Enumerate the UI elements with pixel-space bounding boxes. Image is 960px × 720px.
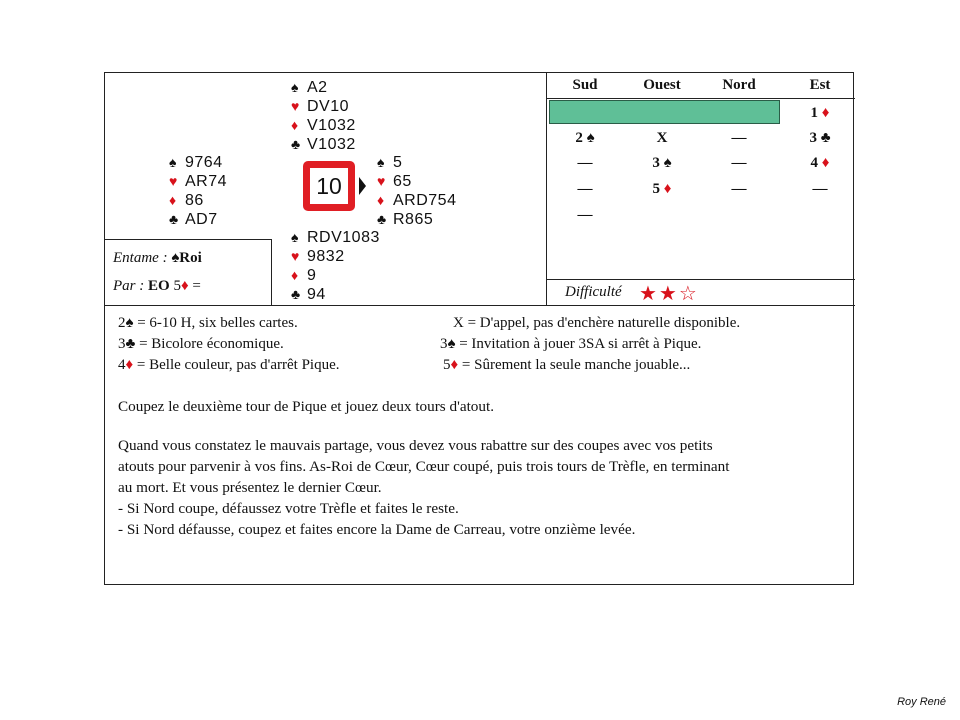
east-clubs: ♣ R865 xyxy=(377,211,434,228)
south-hand xyxy=(291,228,380,304)
commentary-line: au mort. Et vous présentez le dernier Cœur. xyxy=(118,479,382,496)
east-diamonds: ♦ ARD754 xyxy=(377,192,457,209)
commentary-line: Coupez le deuxième tour de Pique et jouez deux tours d'atout. xyxy=(118,398,494,415)
bid-cell: 3 ♠ xyxy=(652,155,672,171)
bid-cell: 4 ♦ xyxy=(810,155,830,171)
bid-cell: — xyxy=(731,155,747,171)
diamond-icon: ♦ xyxy=(169,192,177,208)
north-spades: ♠ A2 xyxy=(291,79,328,96)
bid-cell: — xyxy=(731,181,747,197)
club-icon: ♣ xyxy=(291,286,301,302)
header-sud: Sud xyxy=(572,77,598,93)
bid-cell: 3 ♣ xyxy=(809,130,831,146)
spade-icon: ♠ xyxy=(291,229,299,245)
par-line: Par : EO 5♦ = xyxy=(113,278,201,294)
commentary-line: atouts pour parvenir à vos fins. As-Roi de Cœur, Cœur coupé, puis trois tours de Trèfle, en terminant xyxy=(118,458,730,475)
north-hand xyxy=(291,78,356,154)
bid-cell: — xyxy=(577,207,593,223)
bid-cell: — xyxy=(731,130,747,146)
auction-table xyxy=(546,73,855,305)
difficulty-label: Difficulté xyxy=(565,284,622,300)
header-nord: Nord xyxy=(722,77,756,93)
west-clubs: ♣ AD7 xyxy=(169,211,218,228)
south-diamonds: ♦ 9 xyxy=(291,267,317,284)
west-hand xyxy=(169,153,227,229)
heart-icon: ♥ xyxy=(291,248,300,264)
dealer-arrow-icon xyxy=(359,177,366,195)
commentary-line: - Si Nord coupe, défaussez votre Trèfle et faites le reste. xyxy=(118,500,459,517)
spade-icon: ♠ xyxy=(169,154,177,170)
heart-icon: ♥ xyxy=(291,98,300,114)
west-spades: ♠ 9764 xyxy=(169,154,223,171)
diamond-icon: ♦ xyxy=(377,192,385,208)
bid-cell: — xyxy=(577,181,593,197)
west-hearts: ♥ AR74 xyxy=(169,173,228,190)
bid-cell: 2 ♠ xyxy=(575,130,595,146)
bid-cell: 1 ♦ xyxy=(810,105,830,121)
spade-icon: ♠ xyxy=(171,250,180,266)
east-hand xyxy=(377,153,456,229)
east-hearts: ♥ 65 xyxy=(377,173,412,190)
star-rating-icon: ★★☆ xyxy=(639,283,699,305)
bid-cell: 5 ♦ xyxy=(652,181,672,197)
header-ouest: Ouest xyxy=(643,77,681,93)
heart-icon: ♥ xyxy=(169,173,178,189)
note-3c: 3♣ = Bicolore économique. xyxy=(118,336,284,352)
bridge-deal-sheet xyxy=(104,72,854,585)
commentary-line: Quand vous constatez le mauvais partage, vous devez vous rabattre sur des coupes avec vos petits xyxy=(118,437,713,454)
header-divider xyxy=(547,98,855,99)
board-number-box xyxy=(303,161,355,211)
author-credit: Roy René xyxy=(897,696,946,708)
south-spades: ♠ RDV1083 xyxy=(291,229,380,246)
diamond-icon: ♦ xyxy=(291,267,299,283)
note-5d: 5♦ = Sûrement la seule manche jouable... xyxy=(443,357,691,373)
west-diamonds: ♦ 86 xyxy=(169,192,204,209)
north-diamonds: ♦ V1032 xyxy=(291,117,356,134)
spade-icon: ♠ xyxy=(291,79,299,95)
north-hearts: ♥ DV10 xyxy=(291,98,350,115)
south-clubs: ♣ 94 xyxy=(291,286,326,303)
club-icon: ♣ xyxy=(377,211,387,227)
section-divider xyxy=(105,305,855,306)
board-number: 10 xyxy=(310,168,348,204)
north-clubs: ♣ V1032 xyxy=(291,136,356,153)
lead-line: Entame : ♠Roi xyxy=(113,250,202,266)
heart-icon: ♥ xyxy=(377,173,386,189)
lead-par-box xyxy=(105,239,272,306)
note-x: X = D'appel, pas d'enchère naturelle disponible. xyxy=(453,315,741,331)
diamond-icon: ♦ xyxy=(291,117,299,133)
commentary-line: - Si Nord défausse, coupez et faites encore la Dame de Carreau, votre onzième levée. xyxy=(118,521,636,538)
diamond-icon: ♦ xyxy=(180,278,189,294)
club-icon: ♣ xyxy=(291,136,301,152)
club-icon: ♣ xyxy=(169,211,179,227)
auction-highlight-bar xyxy=(549,100,780,124)
spade-icon: ♠ xyxy=(377,154,385,170)
bid-cell: — xyxy=(577,155,593,171)
note-4d: 4♦ = Belle couleur, pas d'arrêt Pique. xyxy=(118,357,340,373)
south-hearts: ♥ 9832 xyxy=(291,248,345,265)
note-3s: 3♠ = Invitation à jouer 3SA si arrêt à Pique. xyxy=(440,336,702,352)
bid-cell: — xyxy=(812,181,828,197)
header-est: Est xyxy=(809,77,831,93)
note-2s: 2♠ = 6-10 H, six belles cartes. xyxy=(118,315,298,331)
difficulty-row xyxy=(547,279,855,306)
east-spades: ♠ 5 xyxy=(377,154,403,171)
bid-cell: X xyxy=(656,130,668,146)
